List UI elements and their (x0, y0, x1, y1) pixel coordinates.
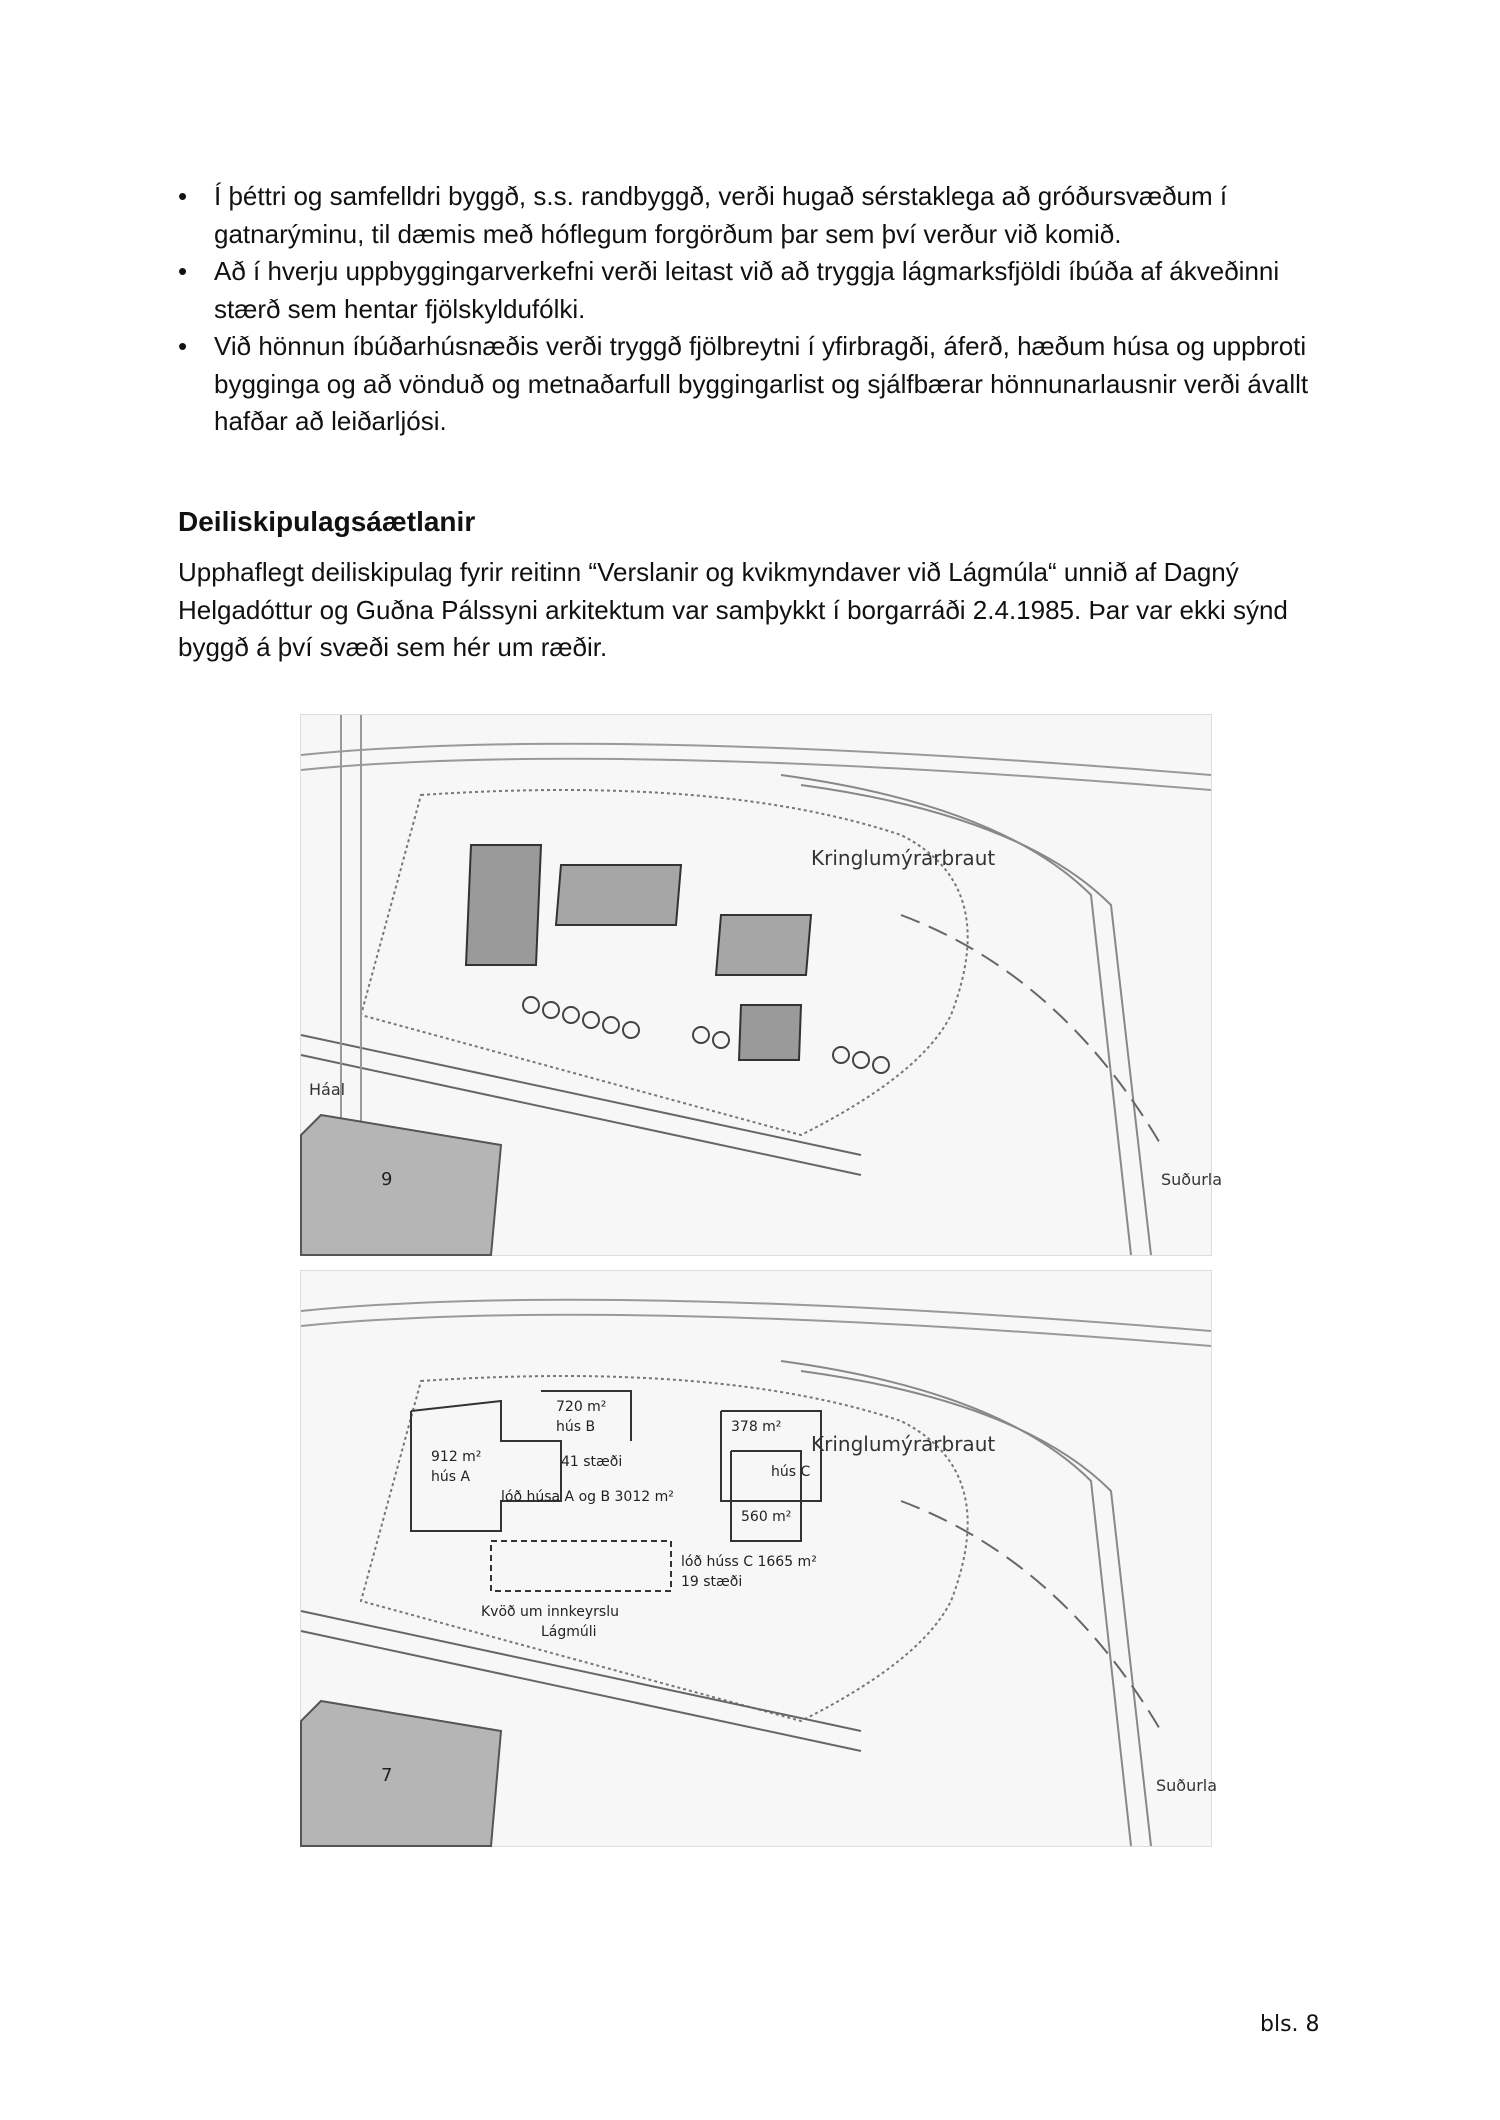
site-plan-original (300, 714, 1223, 1256)
site-plan-detailed (300, 1270, 1218, 1847)
page-number: bls. 8 (1260, 2012, 1320, 2037)
access-note: Kvöð um innkeyrslu (481, 1604, 619, 1620)
parking-count-1: 41 stæði (561, 1454, 623, 1470)
street-label-left: Háal (309, 1080, 346, 1099)
house-c: hús C (771, 1464, 811, 1480)
plot-number: 7 (381, 1765, 393, 1786)
area-c: 378 m² (731, 1419, 782, 1435)
bullet-item: • Við hönnun íbúðarhúsnæðis verði tryggð fjölbreytni í yfirbragði, áferð, hæðum húsa og uppbroti bygginga og að vönduð og metnaðarfull byggingarlist og sjálfbærar hönnunarlausnir verði ávallt hafðar að leiðarljósi. (178, 328, 1328, 441)
area-a: 912 m² (431, 1449, 482, 1465)
site-plan-original-drawing (301, 715, 1223, 1255)
plot-number: 9 (381, 1169, 393, 1190)
street-label-right: Suðurla (1156, 1776, 1218, 1795)
parking-count-2: 19 stæði (681, 1574, 743, 1590)
bullet-item: • Að í hverju uppbyggingarverkefni verði leitast við að tryggja lágmarksfjöldi íbúða af ákveðinni stærð sem hentar fjölskyldufólki. (178, 253, 1328, 328)
site-plan-detailed-drawing (301, 1271, 1218, 1846)
area-b: 720 m² (556, 1399, 607, 1415)
house-a: hús A (431, 1469, 471, 1485)
section-heading: Deiliskipulagsáætlanir (178, 506, 476, 537)
house-b: hús B (556, 1419, 596, 1435)
street-bottom: Lágmúli (541, 1624, 597, 1640)
area-d: 560 m² (741, 1509, 792, 1525)
bullet-item: • Í þéttri og samfelldri byggð, s.s. randbyggð, verði hugað sérstaklega að gróðursvæðum í gatnarýminu, til dæmis með hóflegum forgörðum þar sem því verður við komið. (178, 178, 1328, 253)
street-label-right: Suðurla (1161, 1170, 1223, 1189)
bullet-list (178, 178, 1328, 441)
lot-c: lóð húss C 1665 m² (681, 1554, 817, 1570)
section-paragraph: Upphaflegt deiliskipulag fyrir reitinn “Verslanir og kvikmyndaver við Lágmúla“ unnið af Dagný Helgadóttur og Guðna Pálssyni arkitektum var samþykkt í borgarráði 2.4.1985. Þar var ekki sýnd byggð á því svæði sem hér um ræðir. (178, 557, 1288, 662)
road-label: Kringlumýrarbraut (811, 846, 996, 870)
lot-ab: lóð húsa A og B 3012 m² (501, 1489, 674, 1505)
road-label: Kringlumýrarbraut (811, 1432, 996, 1456)
